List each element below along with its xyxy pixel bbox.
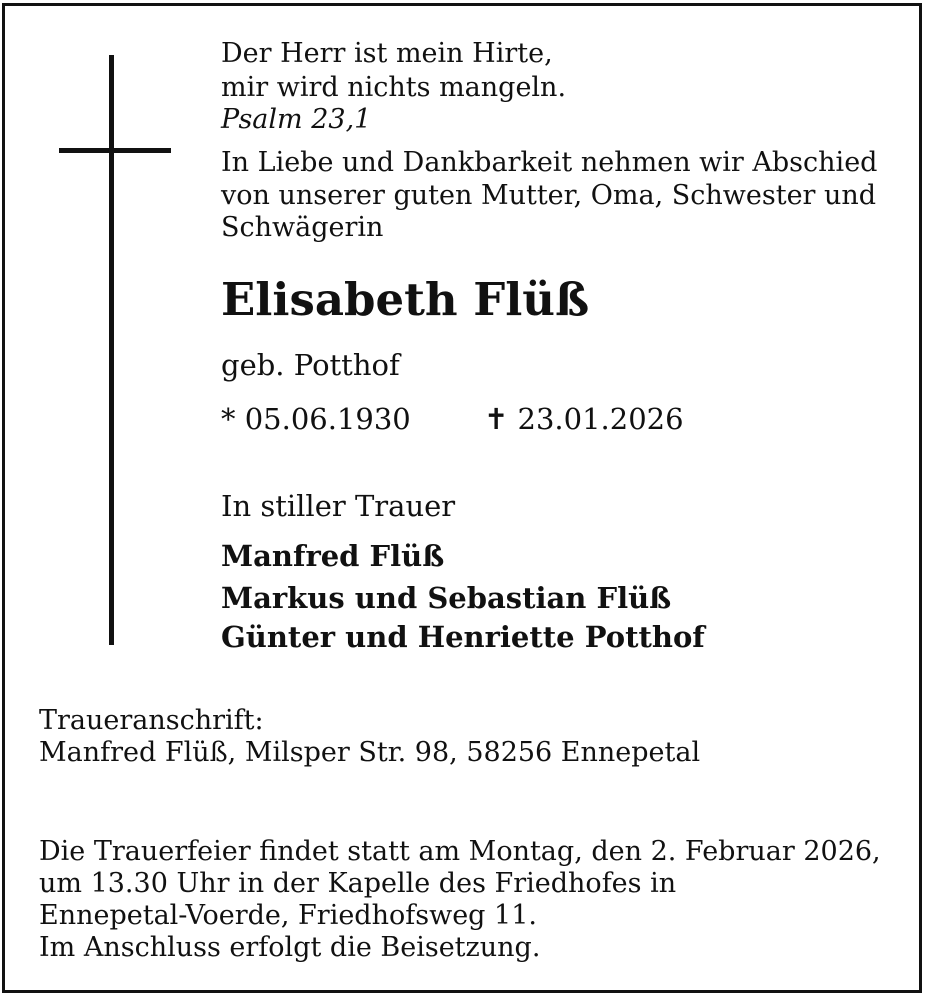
birth-date: * 05.06.1930 bbox=[221, 402, 411, 436]
intro-line-2: von unserer guten Mutter, Oma, Schwester und bbox=[221, 180, 877, 211]
funeral-line-4: Im Anschluss erfolgt die Beisetzung. bbox=[39, 932, 541, 963]
deceased-name: Elisabeth Flüß bbox=[221, 273, 590, 326]
intro-line-3: Schwägerin bbox=[221, 212, 384, 243]
cross-icon-horizontal-bar bbox=[59, 148, 171, 153]
funeral-line-3: Ennepetal-Voerde, Friedhofsweg 11. bbox=[39, 900, 537, 931]
mourner-2: Markus und Sebastian Flüß bbox=[221, 581, 672, 615]
psalm-line-2: mir wird nichts mangeln. bbox=[221, 72, 567, 103]
death-date: ✝ 23.01.2026 bbox=[484, 402, 684, 436]
cross-icon-vertical-bar bbox=[109, 55, 114, 645]
mourner-3: Günter und Henriette Potthof bbox=[221, 620, 705, 654]
maiden-name: geb. Potthof bbox=[221, 348, 400, 382]
psalm-reference: Psalm 23,1 bbox=[221, 104, 372, 135]
funeral-line-1: Die Trauerfeier findet statt am Montag, den 2. Februar 2026, bbox=[39, 836, 881, 867]
psalm-line-1: Der Herr ist mein Hirte, bbox=[221, 38, 553, 69]
address-value: Manfred Flüß, Milsper Str. 98, 58256 Ennepetal bbox=[39, 737, 701, 768]
address-label: Traueranschrift: bbox=[39, 705, 264, 736]
mourner-1: Manfred Flüß bbox=[221, 539, 445, 573]
funeral-line-2: um 13.30 Uhr in der Kapelle des Friedhofes in bbox=[39, 868, 677, 899]
intro-line-1: In Liebe und Dankbarkeit nehmen wir Abschied bbox=[221, 147, 878, 178]
mourning-heading: In stiller Trauer bbox=[221, 489, 456, 523]
